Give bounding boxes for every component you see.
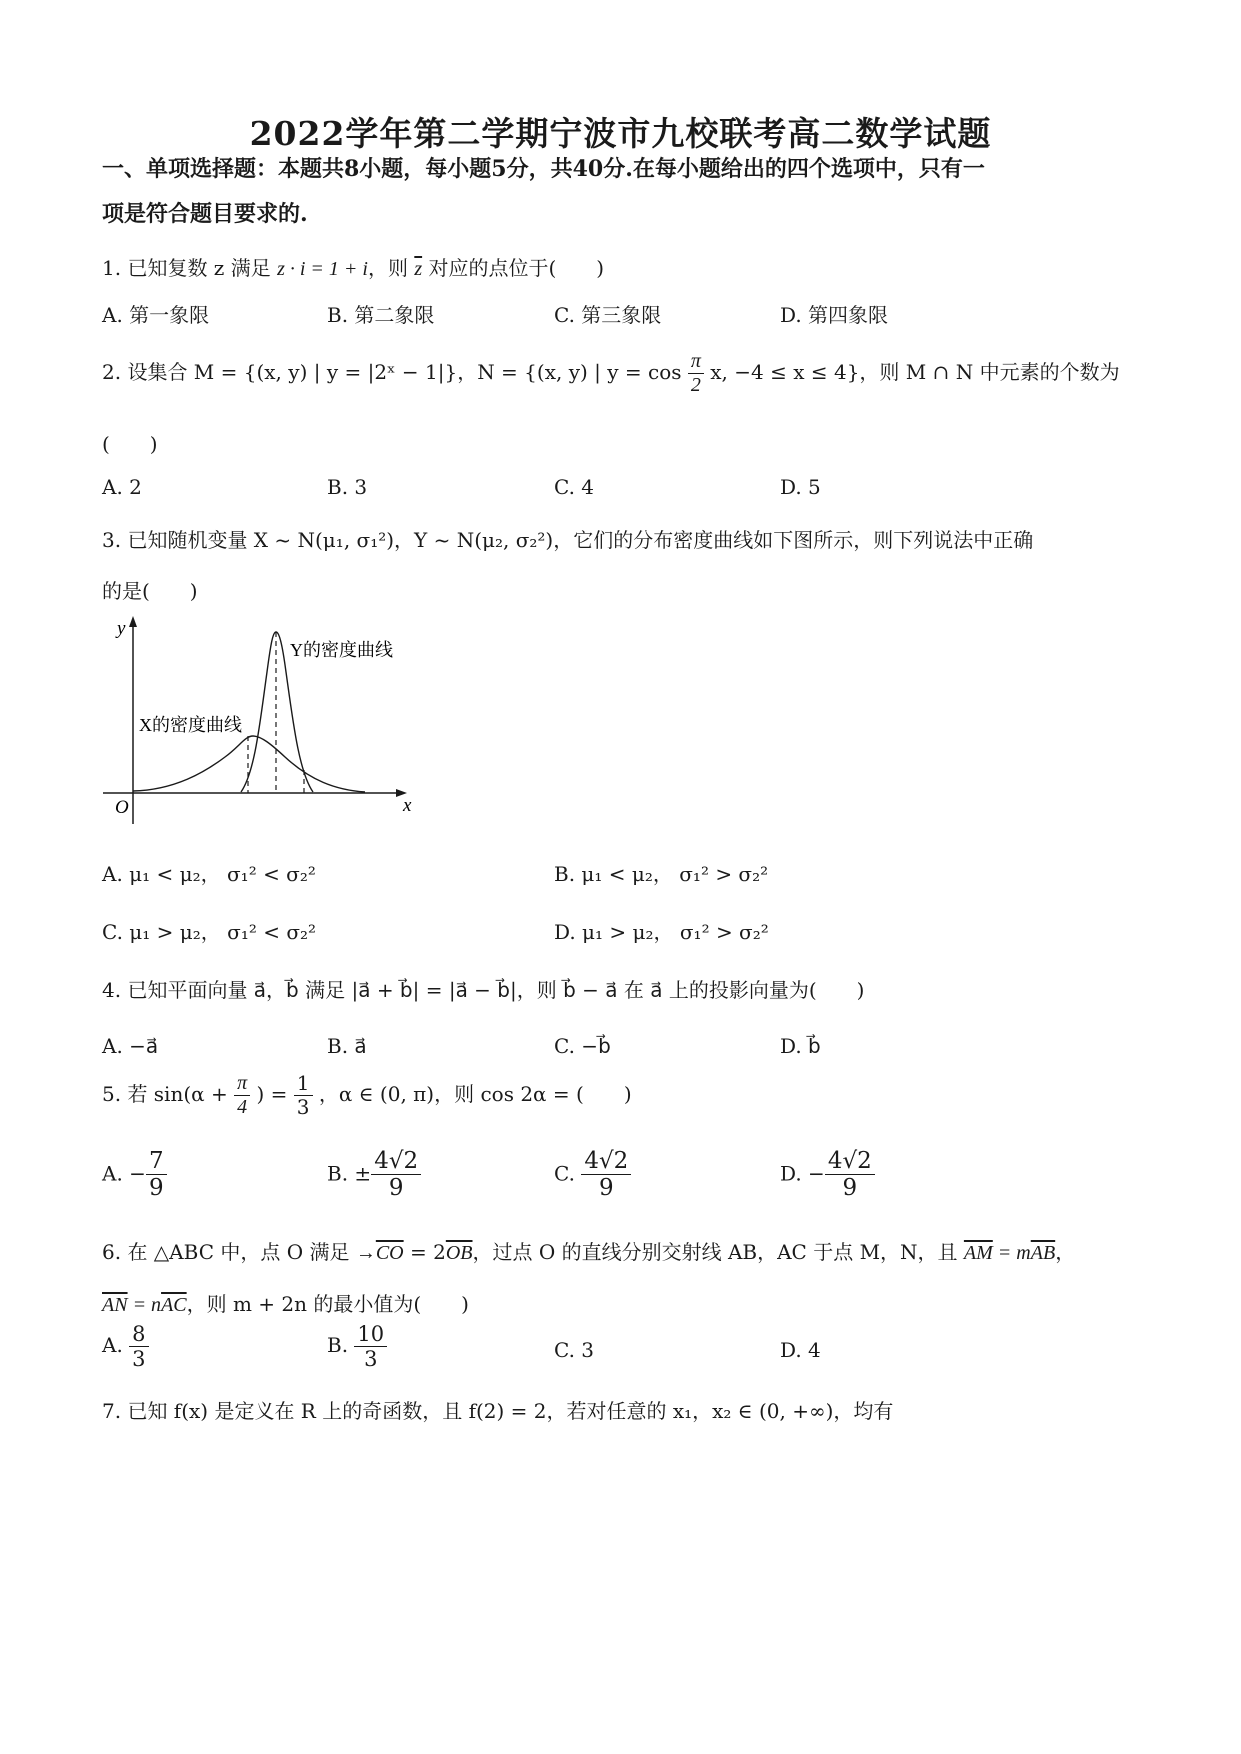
q5-b-sign: ± bbox=[354, 1161, 372, 1186]
q5-a-den: 9 bbox=[148, 1175, 164, 1202]
q6-b: = 2 bbox=[403, 1240, 446, 1264]
q5-c-label: C. bbox=[554, 1161, 575, 1186]
q5-pre: 5. 若 sin(α + bbox=[102, 1082, 228, 1106]
q5-f2-num: 1 bbox=[294, 1072, 313, 1096]
q1-prefix: 1. 已知复数 z 满足 bbox=[102, 256, 278, 280]
q5-d-fraction bbox=[825, 1148, 875, 1202]
q2-fraction-num: π bbox=[688, 350, 704, 374]
q3-option-a: A. μ₁ < μ₂， σ₁² < σ₂² bbox=[102, 862, 316, 886]
q5-d-label: D. bbox=[780, 1161, 802, 1186]
q5-mid: ) = bbox=[256, 1082, 288, 1106]
question-4: 4. 已知平面向量 a⃗，b⃗ 满足 |a⃗ + b⃗| = |a⃗ − b⃗|，则 b⃗ − a⃗ 在 a⃗ 上的投影向量为( ) bbox=[102, 978, 865, 1002]
y-axis-label: y bbox=[117, 618, 126, 639]
q2-text-2: x, −4 ≤ x ≤ 4}，则 M ∩ N 中元素的个数为 bbox=[710, 360, 1120, 384]
q5-option-c bbox=[554, 1148, 631, 1202]
vector-ob: $\overline{OB}$ bbox=[445, 1242, 473, 1264]
section-header-line2: 项是符合题目要求的. bbox=[102, 201, 308, 227]
question-5 bbox=[102, 1072, 632, 1119]
q4-option-c: C. −b⃗ bbox=[554, 1034, 611, 1058]
vector-am: $\overline{AM}$ bbox=[963, 1242, 993, 1264]
question-3-line1: 3. 已知随机变量 X ~ N(μ₁, σ₁²)，Y ~ N(μ₂, σ₂²)，它们的分布密度曲线如下图所示，则下列说法中正确 bbox=[102, 528, 1034, 552]
y-axis-arrow bbox=[129, 616, 137, 627]
q2-text-1: 2. 设集合 M = {(x, y) | y = |2ˣ − 1|}，N = {(x, y) | y = cos bbox=[102, 360, 682, 384]
q2-fraction bbox=[688, 350, 704, 397]
question-7: 7. 已知 f(x) 是定义在 R 上的奇函数，且 f(2) = 2，若对任意的 x₁，x₂ ∈ (0, +∞)，均有 bbox=[102, 1399, 894, 1423]
q6-option-a bbox=[102, 1322, 149, 1371]
q5-a-fraction bbox=[146, 1148, 167, 1202]
q4-option-a: A. −a⃗ bbox=[102, 1034, 159, 1058]
vector-an: $\overline{AN}$ bbox=[102, 1294, 128, 1316]
q5-b-den: 9 bbox=[388, 1175, 404, 1202]
q5-option-d bbox=[780, 1148, 875, 1202]
q2-option-b: B. 3 bbox=[327, 475, 368, 499]
x-density-curve bbox=[133, 736, 365, 792]
q6-a-label: A. bbox=[102, 1333, 123, 1358]
vector-ac: $\overline{AC}$ bbox=[161, 1294, 187, 1316]
q5-c-num: 4√2 bbox=[581, 1148, 631, 1175]
q6-f: = n bbox=[127, 1294, 162, 1316]
q6-a-den: 3 bbox=[132, 1347, 146, 1372]
q5-option-b bbox=[327, 1148, 421, 1202]
q5-a-label: A. bbox=[102, 1161, 123, 1186]
vector-ab: $\overline{AB}$ bbox=[1030, 1242, 1056, 1264]
q1-expression: z · i = 1 + i bbox=[277, 258, 368, 280]
q5-f2-den: 3 bbox=[296, 1095, 310, 1119]
q5-d-num: 4√2 bbox=[825, 1148, 875, 1175]
q6-a-fraction bbox=[129, 1322, 148, 1371]
question-1 bbox=[102, 252, 604, 281]
x-axis-label: x bbox=[403, 795, 412, 816]
q5-b-fraction bbox=[371, 1148, 421, 1202]
q5-f1-num: π bbox=[234, 1072, 250, 1096]
q1-conjugate: $\overline{z}$ bbox=[414, 258, 423, 280]
vector-co-text: $\overline{CO}$ bbox=[375, 1242, 404, 1264]
q1-suffix: 对应的点位于( ) bbox=[422, 256, 605, 280]
q1-option-d: D. 第四象限 bbox=[780, 303, 889, 327]
q5-b-num: 4√2 bbox=[371, 1148, 421, 1175]
q6-b-num: 10 bbox=[354, 1322, 387, 1347]
page-title: 2022学年第二学期宁波市九校联考高二数学试题 bbox=[249, 114, 992, 153]
q5-fraction-pi-4 bbox=[234, 1072, 250, 1119]
q5-b-label: B. bbox=[327, 1161, 349, 1186]
q3-option-c: C. μ₁ > μ₂， σ₁² < σ₂² bbox=[102, 920, 317, 944]
q1-option-a: A. 第一象限 bbox=[102, 303, 210, 327]
q5-c-fraction bbox=[581, 1148, 631, 1202]
vector-co: $\to\overline{CO}$ bbox=[355, 1242, 404, 1264]
q1-option-b: B. 第二象限 bbox=[327, 303, 435, 327]
q5-f1-den: 4 bbox=[237, 1096, 248, 1118]
q6-a-num: 8 bbox=[129, 1322, 148, 1347]
q5-d-sign: − bbox=[808, 1161, 825, 1186]
y-curve-label: Y的密度曲线 bbox=[290, 640, 393, 660]
question-6-line2 bbox=[102, 1288, 469, 1317]
question-6-line1 bbox=[102, 1236, 1075, 1265]
q5-option-a bbox=[102, 1148, 167, 1202]
question-3-line2: 的是( ) bbox=[102, 579, 198, 603]
q5-post: ，α ∈ (0, π)，则 cos 2α = ( ) bbox=[318, 1082, 632, 1106]
question-2 bbox=[102, 350, 1120, 397]
q2-paren: ( ) bbox=[102, 432, 158, 456]
q2-fraction-den: 2 bbox=[690, 374, 701, 396]
q3-option-d: D. μ₁ > μ₂， σ₁² > σ₂² bbox=[554, 920, 769, 944]
q6-b-den: 3 bbox=[364, 1347, 378, 1372]
q5-a-sign: − bbox=[129, 1161, 146, 1186]
q1-option-c: C. 第三象限 bbox=[554, 303, 662, 327]
q6-a: 6. 在 △ABC 中，点 O 满足 bbox=[102, 1240, 356, 1264]
q3-option-b: B. μ₁ < μ₂， σ₁² > σ₂² bbox=[554, 862, 769, 886]
q2-option-c: C. 4 bbox=[554, 475, 595, 499]
q6-option-b bbox=[327, 1322, 387, 1371]
q6-option-d: D. 4 bbox=[780, 1338, 821, 1362]
q6-b-label: B. bbox=[327, 1333, 349, 1358]
q6-g: ，则 m + 2n 的最小值为( ) bbox=[186, 1292, 469, 1316]
q6-b-fraction bbox=[354, 1322, 387, 1371]
q2-option-a: A. 2 bbox=[102, 475, 142, 499]
q5-fraction-1-3 bbox=[294, 1072, 313, 1119]
q6-c: ，过点 O 的直线分别交射线 AB，AC 于点 M，N，且 bbox=[472, 1240, 964, 1264]
q6-option-c: C. 3 bbox=[554, 1338, 595, 1362]
q2-option-d: D. 5 bbox=[780, 475, 821, 499]
q5-d-den: 9 bbox=[842, 1175, 858, 1202]
q5-c-den: 9 bbox=[598, 1175, 614, 1202]
q4-option-d: D. b⃗ bbox=[780, 1034, 821, 1058]
origin-label: O bbox=[115, 797, 129, 818]
density-curve-figure bbox=[95, 612, 425, 832]
q5-a-num: 7 bbox=[146, 1148, 167, 1175]
q4-option-b: B. a⃗ bbox=[327, 1034, 367, 1058]
section-header-line1: 一、单项选择题：本题共8小题，每小题5分，共40分.在每小题给出的四个选项中，只有一 bbox=[102, 156, 985, 182]
q6-d: = m bbox=[992, 1242, 1031, 1264]
q1-mid: ，则 bbox=[367, 256, 415, 280]
q6-e: ， bbox=[1055, 1240, 1076, 1264]
x-curve-label: X的密度曲线 bbox=[139, 715, 242, 735]
